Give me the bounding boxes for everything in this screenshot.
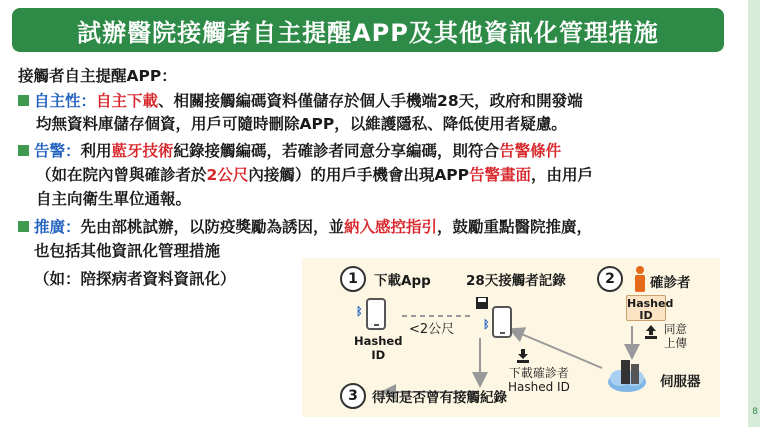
bullet-text: 先由部桃試辦，以防疫獎勵為誘因，並 (80, 218, 345, 236)
bullet-text: ，由用戶 (531, 166, 594, 184)
bullet-text: （如在院內曾與確診者於 (36, 166, 207, 184)
bullet-highlight: 藍牙技術 (111, 142, 174, 160)
upload-icon (644, 324, 658, 340)
bullet-label: 自主性： (34, 92, 97, 110)
bluetooth-icon: ᛒ (356, 305, 363, 318)
distance-label: <2公尺 (409, 322, 455, 337)
bullet-highlight: 自主下載 (96, 92, 159, 110)
download-hashed-label: 下載確診者 Hashed ID (508, 366, 570, 394)
download-icon (516, 348, 530, 364)
bullet-alert-line3: 自主向衛生單位通報。 (36, 190, 192, 208)
bullet-highlight: 告警條件 (499, 142, 562, 160)
bullet-highlight: 2公尺 (206, 166, 249, 184)
bullet-square-icon (18, 95, 29, 106)
bullet-promotion-line3: （如：陪探病者資料資訊化） (34, 270, 236, 288)
consent-upload-label: 同意 上傳 (664, 322, 687, 350)
step-1-circle: 1 (340, 266, 366, 292)
hashed-id-left: Hashed ID (354, 334, 403, 362)
bullet-square-icon (18, 221, 29, 232)
record-label: 28天接觸者記錄 (466, 273, 566, 289)
bullet-text: 內接觸）的用戶手機會出現APP (248, 166, 470, 184)
step-3-label: 得知是否曾有接觸紀錄 (372, 390, 507, 406)
bullet-square-icon (18, 145, 29, 156)
step-2-label: 確診者 (650, 275, 691, 291)
page-number: 8 (752, 407, 758, 417)
server-label: 伺服器 (660, 374, 701, 390)
phone-icon (366, 298, 386, 330)
step-1-label: 下載App (374, 273, 431, 289)
bullet-highlight: 告警畫面 (469, 166, 532, 184)
right-decor-strip (748, 0, 760, 427)
bullet-autonomy (18, 90, 583, 112)
section-heading: 接觸者自主提醒APP： (18, 67, 177, 85)
server-cloud-icon (606, 356, 648, 394)
bullet-autonomy-line2: 均無資料庫儲存個資，用戶可隨時刪除APP，以維護隱私、降低使用者疑慮。 (36, 115, 567, 133)
step-3-circle: 3 (340, 383, 366, 409)
bullet-alert (18, 140, 561, 162)
bullet-text: 紀錄接觸編碼，若確診者同意分享編碼，則符合 (173, 142, 500, 160)
step-2-circle: 2 (597, 266, 623, 292)
bluetooth-icon: ᛒ (483, 318, 490, 331)
contact-tracing-diagram (302, 258, 720, 417)
bullet-text: ，鼓勵重點醫院推廣， (437, 218, 593, 236)
bullet-promotion (18, 216, 592, 238)
bullet-alert-line2 (36, 164, 593, 186)
bullet-highlight: 納入感控指引 (344, 218, 438, 236)
person-icon (633, 265, 647, 293)
bullet-label: 告警： (34, 142, 81, 160)
bullet-text: 、相關接觸編碼資料僅儲存於個人手機端28天，政府和開發端 (158, 92, 583, 110)
hashed-id-right: Hashed ID (627, 297, 674, 322)
phone-icon (492, 306, 512, 338)
bullet-text: 利用 (80, 142, 112, 160)
slide-title: 試辦醫院接觸者自主提醒APP及其他資訊化管理措施 (12, 8, 724, 52)
bullet-label: 推廣： (34, 218, 81, 236)
save-icon (475, 296, 489, 310)
bullet-promotion-line2: 也包括其他資訊化管理措施 (34, 242, 221, 260)
